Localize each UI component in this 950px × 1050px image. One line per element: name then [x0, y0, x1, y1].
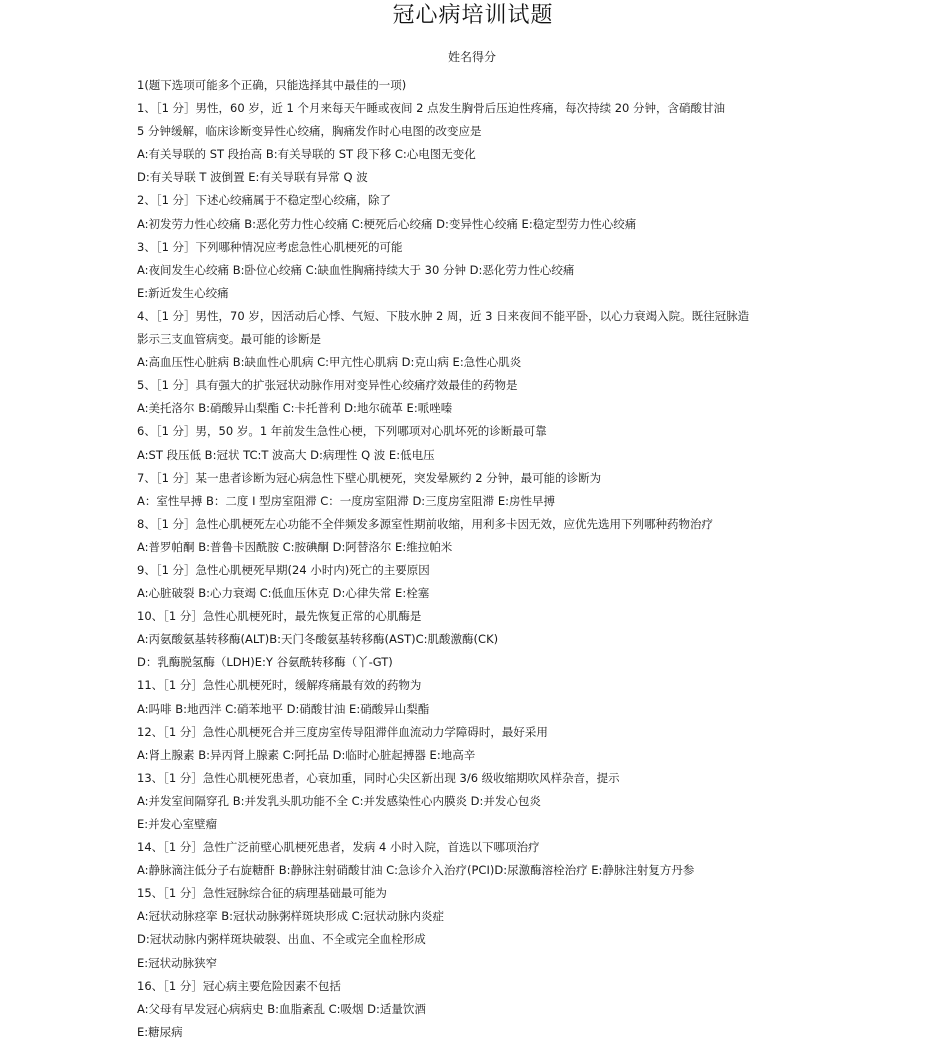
text-line: 13、［1 分］急性心肌梗死患者，心衰加重，同时心尖区新出现 3/6 级收缩期吹风样杂音，提示 [137, 770, 620, 785]
text-line: D:冠状动脉内粥样斑块破裂、出血、不全或完全血栓形成 [137, 932, 426, 947]
text-line: A:父母有早发冠心病病史 B:血脂紊乱 C:吸烟 D:适量饮酒 [137, 1001, 426, 1016]
text-line: 15、［1 分］急性冠脉综合征的病理基础最可能为 [137, 886, 387, 901]
text-line: E:冠状动脉狭窄 [137, 955, 218, 970]
text-line: D：乳酶脱氢酶（LDH)E:Y 谷氨酰转移酶（丫-GT) [137, 655, 393, 670]
text-line: 2、［1 分］下述心绞痛属于不稳定型心绞痛，除了 [137, 193, 392, 208]
text-line: 1、［1 分］男性，60 岁，近 1 个月来每天午睡或夜间 2 点发生胸骨后压迫性疼痛，每次持续 20 分钟，含硝酸甘油 [137, 101, 726, 116]
text-line: 1(题下选项可能多个正确，只能选择其中最佳的一项) [137, 78, 407, 92]
text-line: A:肾上腺素 B:异丙肾上腺素 C:阿托品 D:临时心脏起搏器 E:地高辛 [137, 747, 476, 762]
text-line: 3、［1 分］下列哪种情况应考虑急性心肌梗死的可能 [137, 239, 403, 254]
text-line: A:夜间发生心绞痛 B:卧位心绞痛 C:缺血性胸痛持续大于 30 分钟 D:恶化劳力性心绞痛 [137, 262, 575, 277]
text-line: A:静脉滴注低分子右旋糖酐 B:静脉注射硝酸甘油 C:急诊介入治疗(PCI)D:尿激酶溶栓治疗 E:静脉注射复方丹参 [137, 863, 695, 878]
text-line: E:并发心室壁瘤 [137, 817, 218, 831]
text-line: 5、［1 分］具有强大的扩张冠状动脉作用对变异性心绞痛疗效最佳的药物是 [137, 378, 518, 393]
text-line: 14、［1 分］急性广泛前壁心肌梗死患者，发病 4 小时入院，首选以下哪项治疗 [137, 840, 540, 855]
text-line: 12、［1 分］急性心肌梗死合并三度房室传导阻滞伴血流动力学障碍时，最好采用 [137, 724, 548, 739]
text-line: A:心脏破裂 B:心力衰竭 C:低血压休克 D:心律失常 E:栓塞 [137, 586, 430, 601]
text-line: A:普罗帕酮 B:普鲁卡因酰胺 C:胺碘酮 D:阿替洛尔 E:维拉帕米 [137, 539, 453, 554]
text-line: 9、［1 分］急性心肌梗死早期(24 小时内)死亡的主要原因 [137, 562, 430, 577]
text-line: D:有关导联 T 波倒置 E:有关导联有异常 Q 波 [137, 170, 368, 185]
text-line: A:美托洛尔 B:硝酸异山梨酯 C:卡托普利 D:地尔硫革 E:哌唑嗪 [137, 401, 453, 416]
text-line: 8、［1 分］急性心肌梗死左心功能不全伴频发多源室性期前收缩，用利多卡因无效，应优先选用下列哪种药物治疗 [137, 516, 714, 531]
text-line: 10、［1 分］急性心肌梗死时，最先恢复正常的心肌酶是 [137, 609, 422, 624]
question-list [137, 74, 817, 1044]
text-line: 7、［1 分］某一患者诊断为冠心病急性下壁心肌梗死，突发晕厥约 2 分钟，最可能的诊断为 [137, 470, 602, 485]
text-line: A:初发劳力性心绞痛 B:恶化劳力性心绞痛 C:梗死后心绞痛 D:变异性心绞痛 E:稳定型劳力性心绞痛 [137, 216, 637, 231]
text-line: A:有关导联的 ST 段抬高 B:有关导联的 ST 段下移 C:心电图无变化 [137, 147, 476, 162]
text-line: 16、［1 分］冠心病主要危险因素不包括 [137, 978, 341, 993]
text-line: A:吗啡 B:地西泮 C:硝苯地平 D:硝酸甘油 E:硝酸异山梨酯 [137, 701, 430, 716]
text-line: E:糖尿病 [137, 1024, 183, 1039]
text-line: A:冠状动脉痉挛 B:冠状动脉粥样斑块形成 C:冠状动脉内炎症 [137, 909, 445, 924]
text-line: 5 分钟缓解，临床诊断变异性心绞痛，胸痛发作时心电图的改变应是 [137, 124, 482, 139]
text-line: A:并发室间隔穿孔 B:并发乳头肌功能不全 C:并发感染性心内膜炎 D:并发心包炎 [137, 793, 541, 808]
text-line: A:ST 段压低 B:冠状 TC:T 波高大 D:病理性 Q 波 E:低电压 [137, 447, 435, 462]
text-line: A:高血压性心脏病 B:缺血性心肌病 C:甲亢性心肌病 D:克山病 E:急性心肌炎 [137, 355, 522, 370]
text-line: A:丙氨酸氨基转移酶(ALT)B:天门冬酸氨基转移酶(AST)C:肌酸激酶(CK) [137, 632, 499, 647]
document-title: 冠心病培训试题 [392, 3, 554, 28]
name-score-line: 姓名得分 [447, 50, 496, 64]
text-line: 6、［1 分］男，50 岁。1 年前发生急性心梗，下列哪项对心肌坏死的诊断最可靠 [137, 424, 547, 439]
text-line: A：室性早搏 B：二度 I 型房室阻滞 C：一度房室阻滞 D:三度房室阻滞 E:房性早搏 [137, 493, 555, 508]
text-line: 影示三支血管病变。最可能的诊断是 [137, 332, 321, 347]
text-line: 4、［1 分］男性，70 岁，因活动后心悸、气短、下肢水肿 2 周，近 3 日来夜间不能平卧，以心力衰竭入院。既往冠脉造 [137, 308, 750, 323]
text-line: 11、［1 分］急性心肌梗死时，缓解疼痛最有效的药物为 [137, 678, 422, 693]
text-line: E:新近发生心绞痛 [137, 285, 229, 300]
